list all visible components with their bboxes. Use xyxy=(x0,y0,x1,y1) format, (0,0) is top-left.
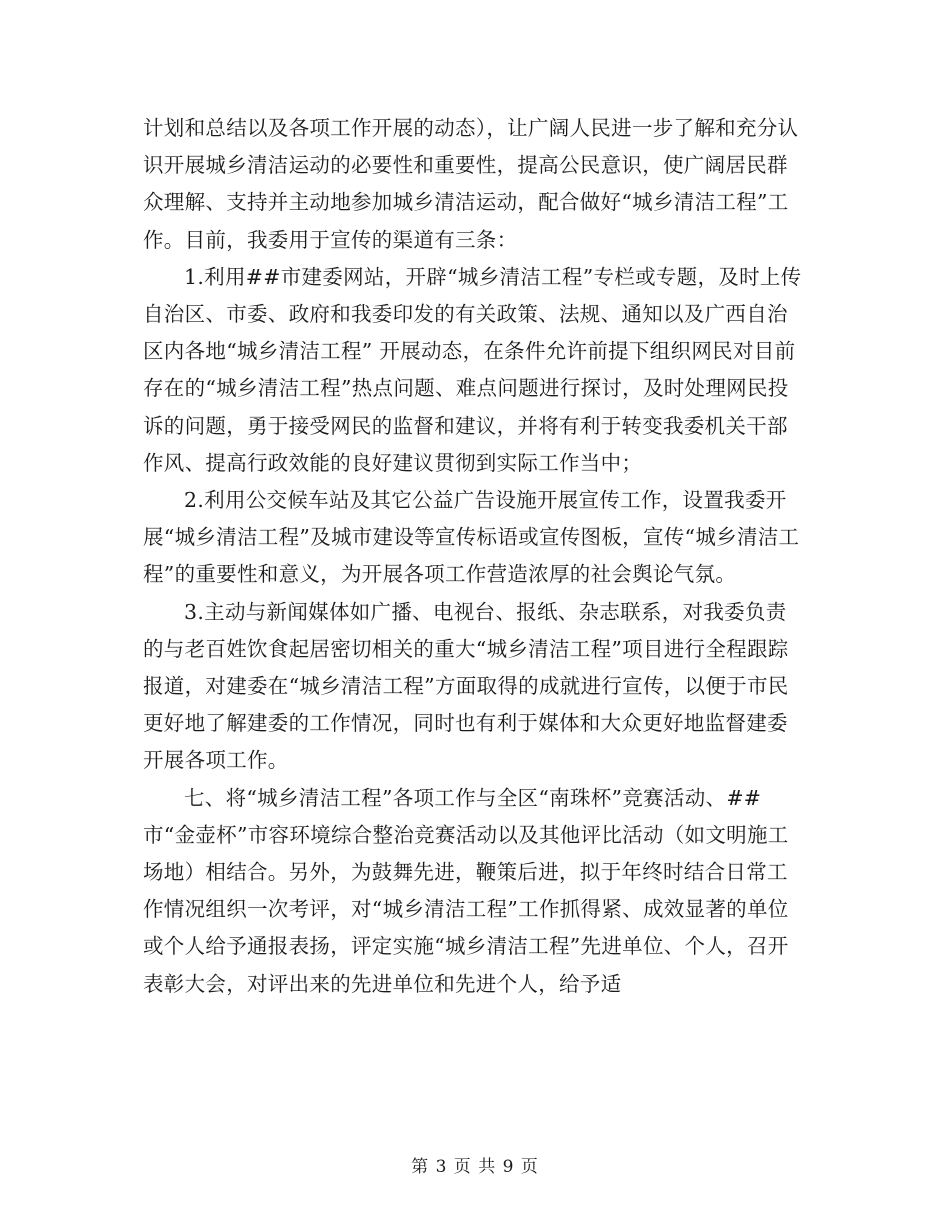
paragraph-item-3: 3.主动与新闻媒体如广播、电视台、报纸、杂志联系，对我委负责的与老百姓饮食起居密切相关的重大“城乡清洁工程”项目进行全程跟踪报道，对建委在“城乡清洁工程”方面取得的成就进行宣传，以便于市民更好地了解建委的工作情况，同时也有利于媒体和大众更好地监督建委开展各项工作。 xyxy=(143,599,789,773)
paragraph-item-2: 2.利用公交候车站及其它公益广告设施开展宣传工作，设置我委开展“城乡清洁工程”及城市建设等宣传标语或宣传图板，宣传“城乡清洁工程”的重要性和意义，为开展各项工作营造浓厚的社会舆论气氛。 xyxy=(143,488,800,587)
paragraph-item-1: 1.利用##市建委网站，开辟“城乡清洁工程”专栏或专题，及时上传自治区、市委、政府和我委印发的有关政策、法规、通知以及广西自治区内各地“城乡清洁工程” 开展动态，在条件允许前提下组织网民对目前存在的“城乡清洁工程”热点问题、难点问题进行探讨，及时处理网民投诉的问题，勇于接受网民的监督和建议，并将有利于转变我委机关干部作风、提高行政效能的良好建议贯彻到实际工作当中； xyxy=(143,264,802,475)
paragraph-section-7: 七、将“城乡清洁工程”各项工作与全区“南珠杯”竞赛活动、##市“金壶杯”市容环境综合整治竞赛活动以及其他评比活动（如文明施工场地）相结合。另外，为鼓舞先进，鞭策后进，拟于年终时结合日常工作情况组织一次考评，对“城乡清洁工程”工作抓得紧、成效显著的单位或个人给予通报表扬，评定实施“城乡清洁工程”先进单位、个人，召开表彰大会，对评出来的先进单位和先进个人，给予适 xyxy=(143,785,789,996)
page-number-footer: 第 3 页 共 9 页 xyxy=(411,1157,539,1177)
paragraph-continuation: 计划和总结以及各项工作开展的动态），让广阔人民进一步了解和充分认识开展城乡清洁运动的必要性和重要性，提高公民意识，使广阔居民群众理解、支持并主动地参加城乡清洁运动，配合做好“城乡清洁工程”工作。目前，我委用于宣传的渠道有三条： xyxy=(143,116,799,252)
document-body xyxy=(143,110,807,1003)
